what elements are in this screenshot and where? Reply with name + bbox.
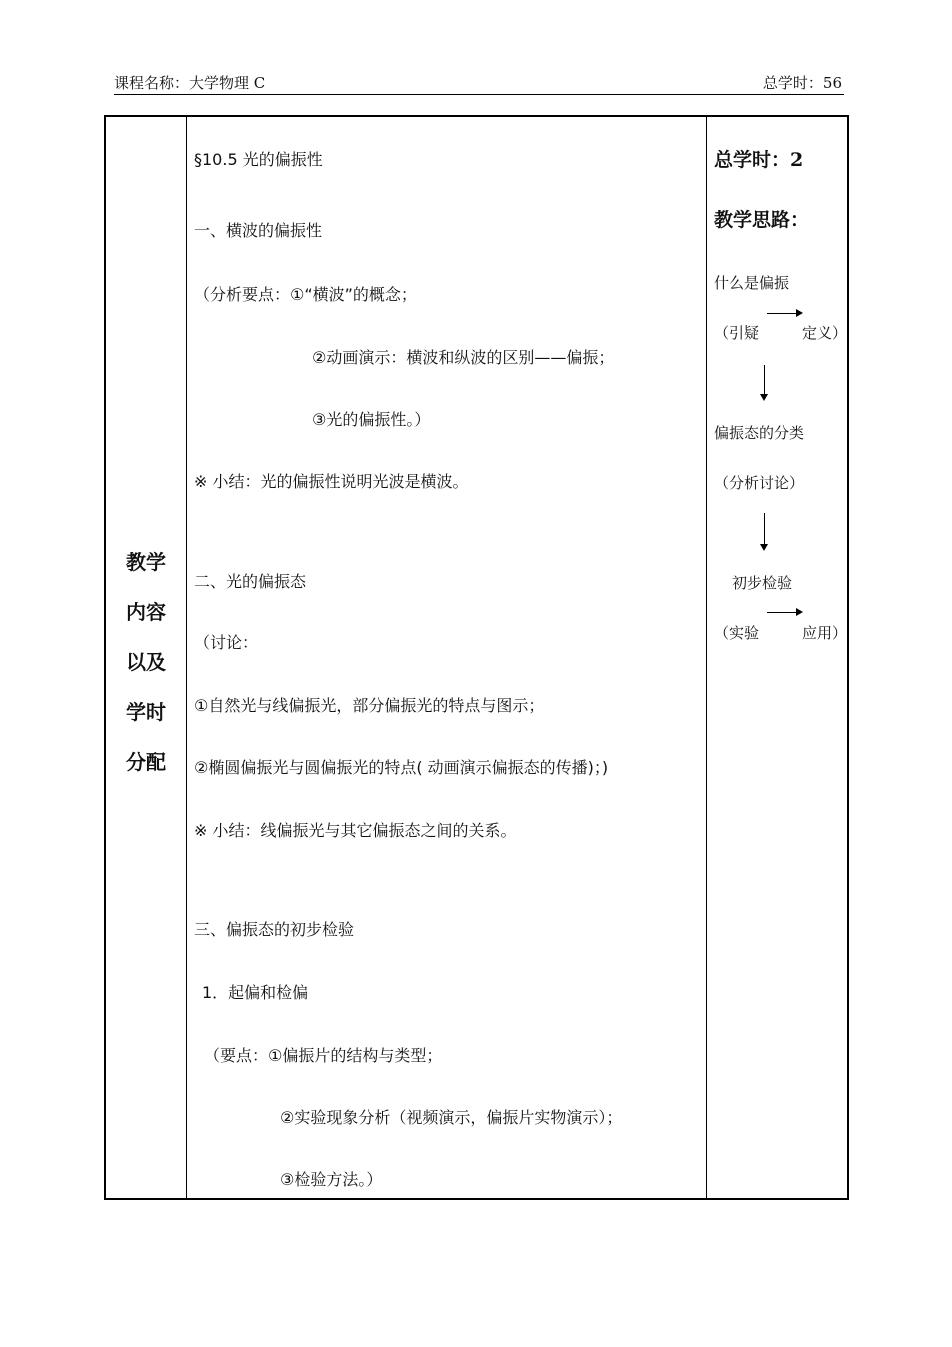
- column-divider: [706, 117, 707, 1198]
- summary-line: ※ 小结：线偏振光与其它偏振态之间的关系。: [194, 821, 517, 840]
- flow-step: 偏振态的分类: [714, 424, 805, 442]
- flow-step: 初步检验: [732, 574, 793, 592]
- text-line: （要点：①偏振片的结构与类型；: [204, 1046, 443, 1065]
- teaching-idea-title: 教学思路：: [714, 209, 810, 231]
- row-label-line: 以及: [126, 650, 166, 674]
- down-arrow-icon: [764, 365, 765, 399]
- lesson-hours: 总学时：2: [714, 149, 804, 171]
- lesson-table: [104, 115, 849, 1200]
- text-line: ②实验现象分析（视频演示，偏振片实物演示）；: [280, 1108, 623, 1127]
- flow-step-note: 应用）: [802, 624, 848, 642]
- flow-step-note: （分析讨论）: [714, 474, 805, 492]
- row-label-line: 教学: [126, 550, 166, 574]
- text-line: ①自然光与线偏振光，部分偏振光的特点与图示；: [194, 696, 545, 715]
- row-label-line: 内容: [126, 600, 166, 624]
- section-heading: 一、横波的偏振性: [194, 221, 323, 240]
- course-name: 课程名称：大学物理 C: [114, 74, 266, 92]
- right-arrow-icon: [767, 612, 801, 613]
- section-heading: 三、偏振态的初步检验: [194, 920, 355, 939]
- summary-line: ※ 小结：光的偏振性说明光波是横波。: [194, 472, 469, 491]
- column-divider: [186, 117, 187, 1198]
- text-line: ②动画演示：横波和纵波的区别——偏振；: [312, 348, 615, 367]
- page-header: [114, 70, 844, 95]
- total-hours: 总学时：56: [762, 74, 842, 92]
- flow-step-note: 定义）: [802, 324, 848, 342]
- flow-step-note: （引疑: [714, 324, 760, 342]
- row-label-line: 学时: [126, 700, 166, 724]
- text-line: ③检验方法。）: [280, 1170, 383, 1189]
- right-arrow-icon: [767, 313, 801, 314]
- text-line: （分析要点：①“横波”的概念；: [194, 285, 417, 304]
- down-arrow-icon: [764, 513, 765, 549]
- row-label: [106, 547, 186, 797]
- section-title: §10.5 光的偏振性: [194, 150, 323, 169]
- text-line: ③光的偏振性。）: [312, 410, 431, 429]
- flow-step-note: （实验: [714, 624, 760, 642]
- subsection-heading: 1．起偏和检偏: [202, 983, 309, 1002]
- flow-step: 什么是偏振: [714, 274, 790, 292]
- text-line: （讨论：: [194, 633, 259, 652]
- section-heading: 二、光的偏振态: [194, 572, 307, 591]
- text-line: ②椭圆偏振光与圆偏振光的特点( 动画演示偏振态的传播)；): [194, 758, 609, 777]
- row-label-line: 分配: [126, 750, 166, 774]
